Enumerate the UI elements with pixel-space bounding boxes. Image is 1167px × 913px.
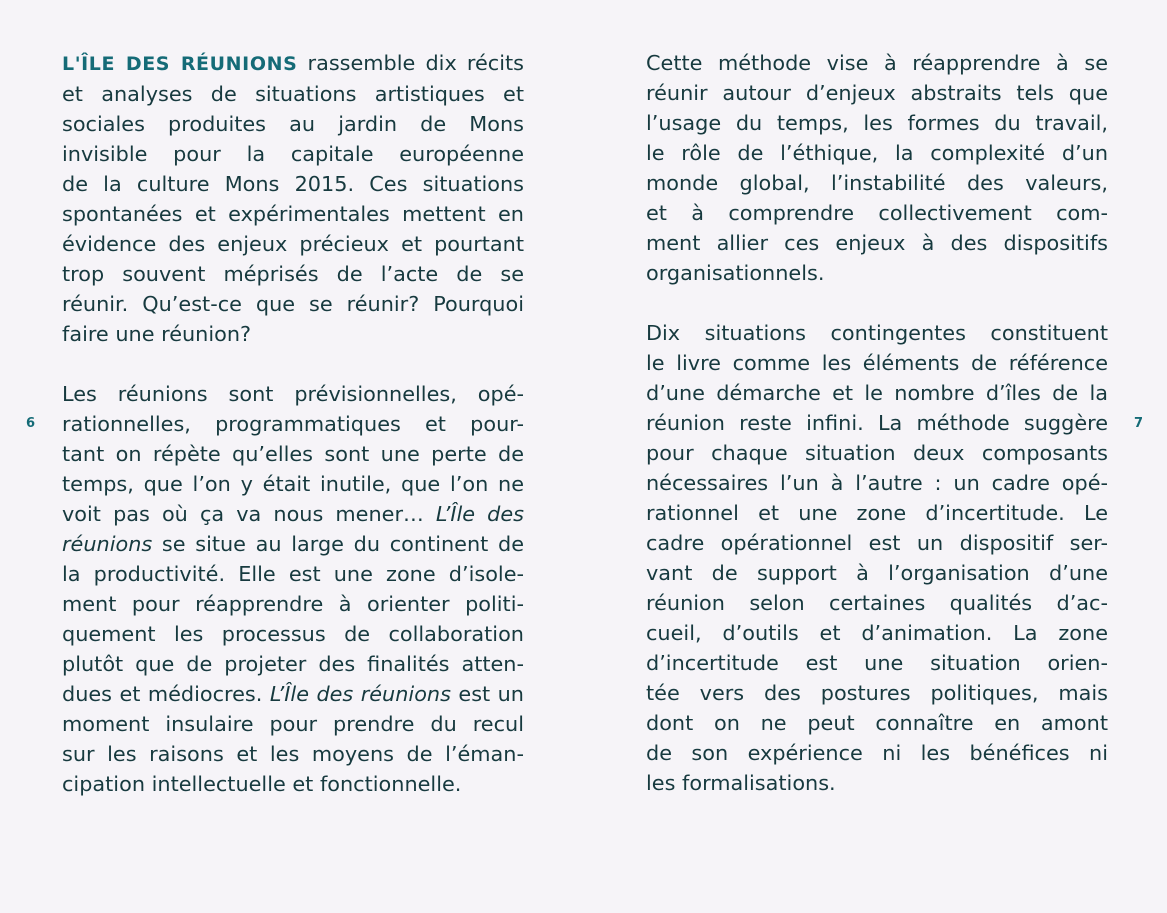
text-line: sociales produites au jardin de Mons: [62, 112, 524, 136]
text-line: dont on ne peut connaître en amont: [646, 711, 1108, 735]
text-line: sur les raisons et les moyens de l’éman-: [62, 742, 524, 766]
text-line: moment insulaire pour prendre du recul: [62, 712, 524, 736]
text-line: l’usage du temps, les formes du travail,: [646, 111, 1108, 135]
text-line: trop souvent méprisés de l’acte de se: [62, 262, 524, 286]
text-line: invisible pour la capitale européenne: [62, 142, 524, 166]
text-line: Les réunions sont prévisionnelles, opé-: [62, 382, 524, 406]
text-line: vant de support à l’organisation d’une: [646, 561, 1108, 585]
text-line: faire une réunion?: [62, 322, 252, 346]
text-line: rationnel et une zone d’incertitude. Le: [646, 501, 1108, 525]
text-line: le livre comme les éléments de référence: [646, 351, 1108, 375]
book-title-italic: réunions: [62, 532, 153, 556]
text-line: cipation intellectuelle et fonctionnelle.: [62, 772, 462, 796]
page-number-right: 7: [1134, 416, 1144, 431]
text-line: ment allier ces enjeux à des dispositifs: [646, 231, 1108, 255]
text-line: dues et médiocres. L’Île des réunions est un: [62, 682, 524, 706]
text-line: d’incertitude est une situation orien-: [646, 651, 1108, 675]
text-line: monde global, l’instabilité des valeurs,: [646, 171, 1108, 195]
method-paragraph: [646, 48, 1108, 288]
text-line: tée vers des postures politiques, mais: [646, 681, 1108, 705]
book-title-italic: L’Île des réunions: [269, 682, 451, 706]
text-line: réunion reste infini. La méthode suggère: [646, 411, 1108, 435]
text-line: et analyses de situations artistiques et: [62, 82, 524, 106]
text-line: Dix situations contingentes constituent: [646, 321, 1108, 345]
text-line: le rôle de l’éthique, la complexité d’un: [646, 141, 1108, 165]
text-line: quement les processus de collaboration: [62, 622, 524, 646]
text-line: les formalisations.: [646, 771, 836, 795]
text-line: et à comprendre collectivement com-: [646, 201, 1108, 225]
text-line: réunir autour d’enjeux abstraits tels que: [646, 81, 1108, 105]
text-line: cueil, d’outils et d’animation. La zone: [646, 621, 1108, 645]
text-line: tant on répète qu’elles sont une perte de: [62, 442, 524, 466]
text-line: cadre opérationnel est un dispositif ser-: [646, 531, 1108, 555]
text-line: évidence des enjeux précieux et pourtant: [62, 232, 524, 256]
text-line: pour chaque situation deux composants: [646, 441, 1108, 465]
text-line: L'ÎLE DES RÉUNIONS rassemble dix récits: [62, 51, 524, 75]
book-title-italic: L’Île des: [435, 502, 525, 526]
right-column: [646, 48, 1108, 798]
left-column: [62, 48, 524, 799]
text-line: plutôt que de projeter des finalités atten-: [62, 652, 524, 676]
text-line: la productivité. Elle est une zone d’isole-: [62, 562, 524, 586]
text-line: organisationnels.: [646, 261, 825, 285]
text-line: réunion selon certaines qualités d’ac-: [646, 591, 1108, 615]
text-line: temps, que l’on y était inutile, que l’on ne: [62, 472, 524, 496]
text-line: de la culture Mons 2015. Ces situations: [62, 172, 524, 196]
text-line: réunions se situe au large du continent de: [62, 532, 524, 556]
text-line: voit pas où ça va nous mener… L’Île des: [62, 502, 525, 526]
text-line: d’une démarche et le nombre d’îles de la: [646, 381, 1108, 405]
intro-paragraph: [62, 48, 524, 349]
meetings-paragraph: [62, 379, 524, 799]
text-line: de son expérience ni les bénéfices ni: [646, 741, 1108, 765]
situations-paragraph: [646, 318, 1108, 798]
book-title: L'ÎLE DES RÉUNIONS: [62, 53, 298, 75]
text-line: Cette méthode vise à réapprendre à se: [646, 51, 1108, 75]
text-line: ment pour réapprendre à orienter politi-: [62, 592, 524, 616]
text-line: réunir. Qu’est-ce que se réunir? Pourquoi: [62, 292, 524, 316]
page-number-left: 6: [26, 416, 36, 431]
text-line: spontanées et expérimentales mettent en: [62, 202, 524, 226]
text-line: nécessaires l’un à l’autre : un cadre opé-: [646, 471, 1108, 495]
text-line: rationnelles, programmatiques et pour-: [62, 412, 524, 436]
